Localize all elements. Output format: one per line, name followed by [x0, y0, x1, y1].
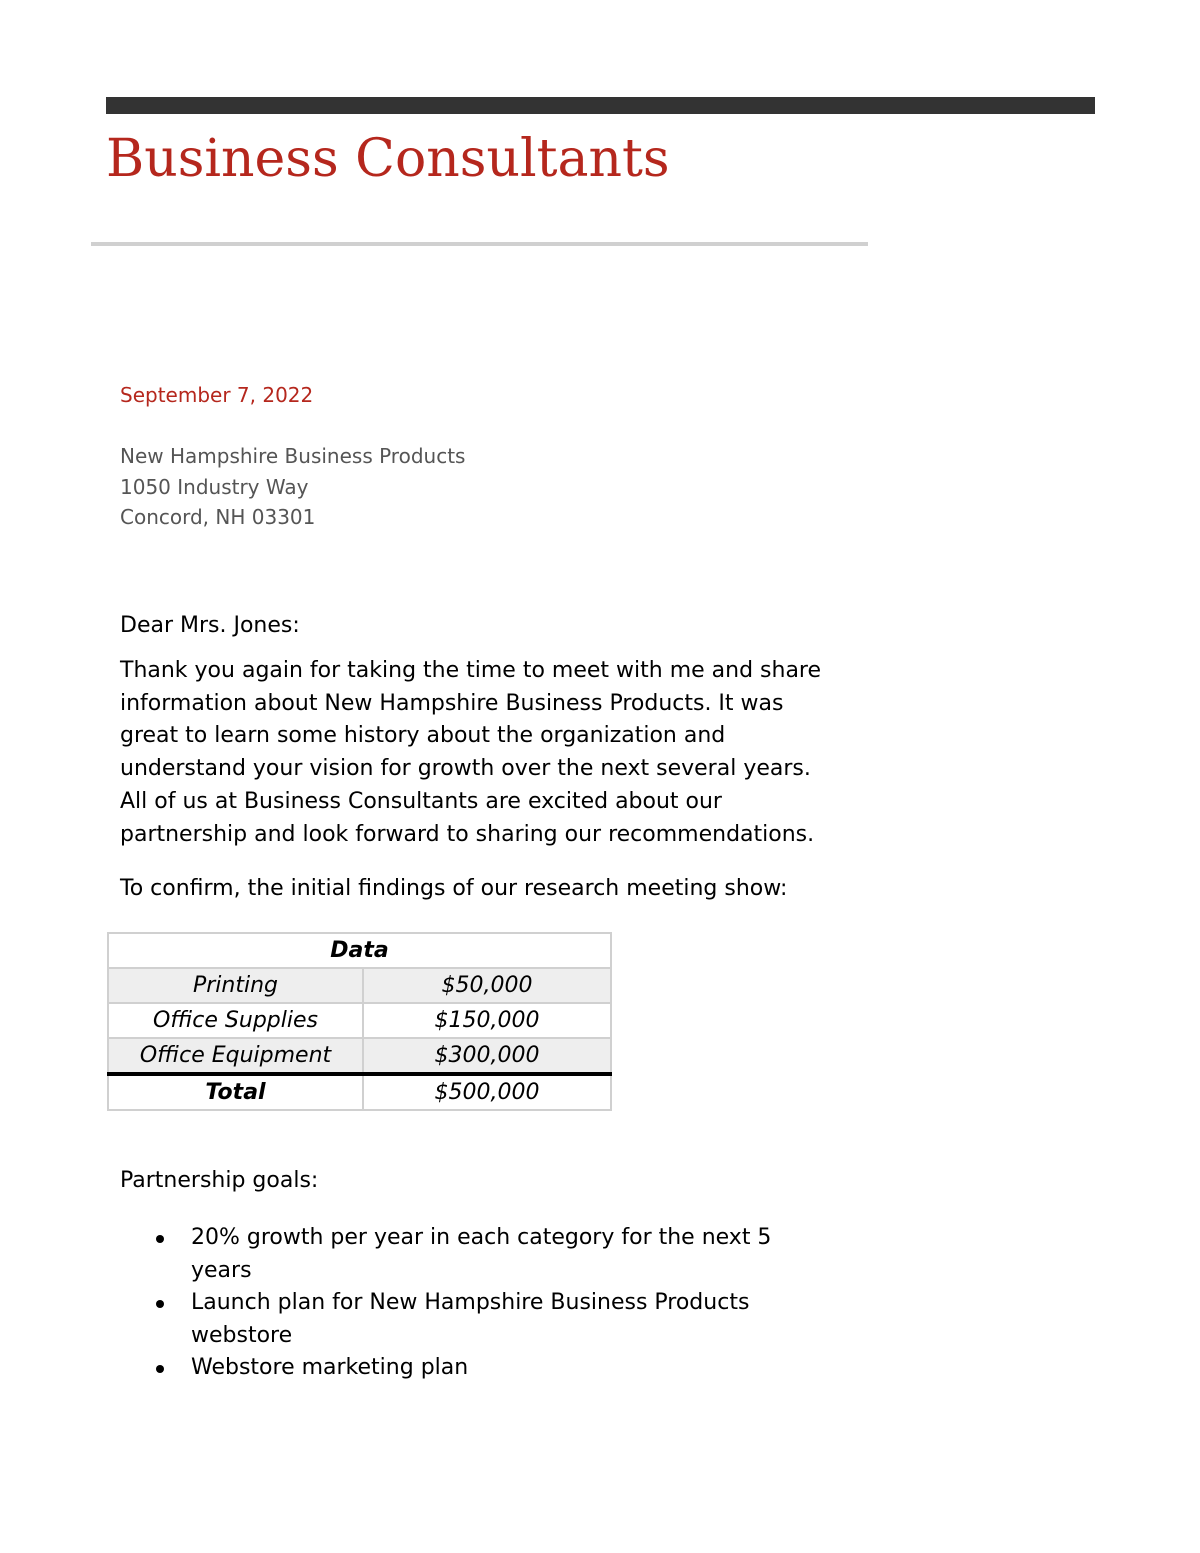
- company-title: Business Consultants: [106, 129, 670, 189]
- title-divider: [91, 242, 868, 246]
- table-total-row: [108, 1074, 611, 1110]
- goals-list: [120, 1222, 771, 1385]
- bullet-icon: [156, 1365, 164, 1373]
- list-item-text: webstore: [191, 1322, 293, 1348]
- confirm-line: To confirm, the initial findings of our research meeting show:: [120, 876, 788, 901]
- recipient-city: Concord, NH 03301: [120, 505, 316, 529]
- body-line: understand your vision for growth over the next several years.: [120, 756, 811, 782]
- table-header-row: [108, 933, 611, 968]
- salutation: Dear Mrs. Jones:: [120, 613, 300, 638]
- table-cell-label: Office Equipment: [108, 1038, 363, 1074]
- table-total-value: $500,000: [363, 1074, 611, 1110]
- data-table: [107, 932, 612, 1111]
- table-cell-value: $150,000: [363, 1003, 611, 1038]
- body-line: great to learn some history about the organization and: [120, 723, 726, 749]
- recipient-address: [120, 441, 465, 533]
- list-item: [120, 1222, 771, 1287]
- body-line: partnership and look forward to sharing our recommendations.: [120, 821, 815, 847]
- body-line: Thank you again for taking the time to meet with me and share: [120, 658, 822, 683]
- recipient-name: New Hampshire Business Products: [120, 444, 466, 468]
- table-cell-value: $300,000: [363, 1038, 611, 1074]
- list-item: [120, 1287, 771, 1352]
- list-item-text: 20% growth per year in each category for the next 5: [191, 1225, 772, 1250]
- list-item-text: years: [191, 1257, 252, 1283]
- letter-date: September 7, 2022: [120, 383, 314, 407]
- list-item-text: Webstore marketing plan: [191, 1355, 469, 1380]
- body-line: information about New Hampshire Business Products. It was: [120, 690, 784, 716]
- list-item: [120, 1352, 771, 1385]
- table-cell-label: Office Supplies: [108, 1003, 363, 1038]
- bullet-icon: [156, 1235, 164, 1243]
- body-paragraph: [120, 655, 900, 851]
- list-item-text: Launch plan for New Hampshire Business Products: [191, 1290, 750, 1315]
- table-total-label: Total: [108, 1074, 363, 1110]
- table-row: [108, 968, 611, 1003]
- recipient-street: 1050 Industry Way: [120, 474, 309, 499]
- table-row: [108, 1003, 611, 1038]
- bullet-icon: [156, 1300, 164, 1308]
- table-cell-value: $50,000: [363, 968, 611, 1003]
- goals-heading: Partnership goals:: [120, 1168, 319, 1193]
- table-cell-label: Printing: [108, 968, 363, 1003]
- table-header: Data: [108, 933, 611, 968]
- header-bar: [106, 97, 1095, 114]
- body-line: All of us at Business Consultants are excited about our: [120, 788, 722, 814]
- table-row: [108, 1038, 611, 1074]
